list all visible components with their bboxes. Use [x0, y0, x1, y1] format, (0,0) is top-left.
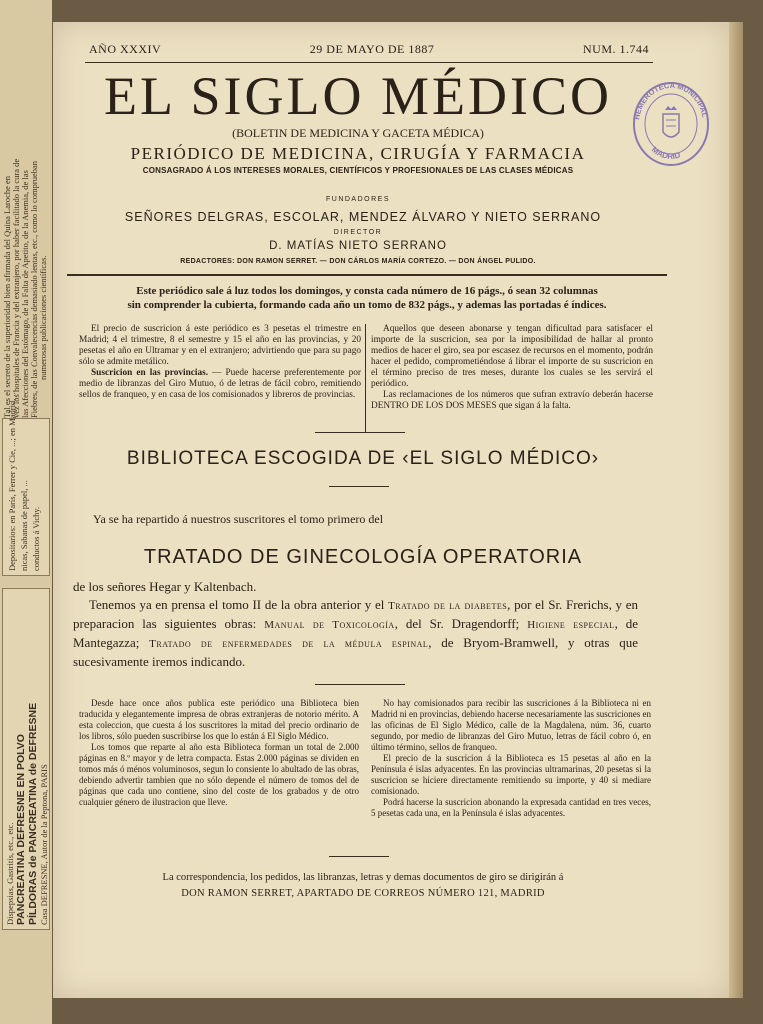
book-title: TRATADO DE GINECOLOGÍA OPERATORIA [143, 546, 583, 568]
spine-ad-box-2 [2, 588, 50, 930]
section-rule-lower [315, 684, 405, 685]
publication-notice [67, 284, 667, 312]
newspaper-title: EL SIGLO MÉDICO [104, 66, 612, 126]
spine-text-3: las Afecciones del Estómago, de la Falta de Apetito, de la Anemia, de las [20, 170, 30, 418]
deferred-payment-paragraph: Aquellos que deseen abonarse y tengan dificultad para satisfacer el importe de la suscricion, sea por la imposibilidad de hallar al pronto medios de hacer el giro, sea por escasez de recursos en el momento, podrán hacer el pedido, comprometiéndose á librar el importe de su suscricion en el término preciso de tres meses, durante los cuales se les servirá el periódico. [371, 324, 653, 389]
library-info-right-column [371, 698, 651, 819]
subscription-right-column [371, 324, 653, 412]
library-intro-paragraph: Desde hace once años publica este periódico una Biblioteca bien traducida y elegantemente impresa de obras extranjeras de notorio mérito. A esta coleccion, que cuesta á los suscritores la mitad del precio ordinario de los libros, sólo pueden suscribirse los que lo están á El Siglo Médico. [79, 698, 359, 741]
subscription-price-paragraph: El precio de suscricion á este periódico es 3 pesetas el trimestre en Madrid; 4 el trimestre, 8 el semestre y 15 el año en las provincias, y 20 pesetas el año en Ultramar y en el extranjero; advirtiendo que para su pago sólo se admite metálico. [79, 324, 361, 367]
work-medula: Tratado de enfermedades de la médula espinal [149, 638, 429, 650]
spine-low-text-2: Dispepsias, Gastritis, etc., etc. [5, 822, 15, 925]
spine-text-5: numerosas publicaciones científicas. [38, 255, 48, 380]
upcoming-text-3: , del Sr. Dragendorff; [394, 616, 528, 631]
work-diabetes: Tratado de la diabetes [388, 600, 508, 612]
dedication-line: CONSAGRADO Á LOS INTERESES MORALES, CIENTÍFICOS Y PROFESIONALES DE LAS CLASES MÉDICAS [142, 166, 574, 175]
library-stamp-seal [631, 80, 711, 168]
editors-line: REDACTORES: DON RAMON SERRET. — DON CÁRLOS MARÍA CORTEZO. — DON ÁNGEL PULIDO. [180, 258, 536, 265]
library-volumes-paragraph: Los tomos que reparte al año esta Biblioteca forman un total de 2.000 páginas en 8.º mayor y de letra compacta. Estas 2.000 páginas se dividen en tomos más ó ménos voluminosos, segun lo consiente lo abultado de las obras, debiendo advertir tambien que no sólo depende el número de tomos del de páginas que cada uno contiene, sino del coste de los grabados y de otro cualquier género de ilustracion que lleve. [79, 742, 359, 807]
correspondence-address: DON RAMON SERRET, APARTADO DE CORREOS NÚMERO 121, MADRID [181, 888, 545, 899]
work-higiene: Higiene especial [527, 619, 615, 631]
spine-low-bold-1: PANCREATINA DEFRESNE EN POLVO [15, 734, 27, 925]
director-name: D. MATÍAS NIETO SERRANO [269, 240, 447, 252]
provinces-paragraph: — Puede hacerse preferentemente por medio de libranzas del Giro Mutuo, ó de letras de fácil cobro, remitiendo sellos de franqueo, y en casa de los comisionados y libreros de provincias. [79, 368, 361, 400]
biblioteca-intro: Ya se ha repartido á nuestros suscritores el tomo primero del [93, 512, 384, 526]
spine-mid-text-2: nicas, Sabanas de papel, ... [19, 480, 29, 571]
claims-paragraph: Las reclamaciones de los números que sufran extravío deberán hacerse DENTRO DE LOS DOS MESES que sigan á la falta. [371, 390, 653, 411]
upcoming-works-paragraph [73, 596, 638, 671]
provinces-heading: Suscricion en las provincias. [91, 368, 209, 378]
founders-label: FUNDADORES [325, 196, 390, 203]
spine-text-4: Fiebres, de las Convalecencias demasiado lentas, etc., como lo comprueban [29, 160, 39, 418]
issue-year: AÑO XXXIV [89, 42, 162, 56]
founders-names: SEÑORES DELGRAS, ESCOLAR, MENDEZ ÁLVARO Y NIETO SERRANO [124, 210, 602, 224]
issue-date: 29 DE MAYO DE 1887 [309, 42, 435, 56]
library-price-paragraph: El precio de la suscricion á la Biblioteca es 15 pesetas al año en la Península é islas adyacentes. En las provincias ultramarinas, 20 pesetas si la suscricion se hiciere directamente remitiendo su importe, y 40 si mediare comisionado. [371, 753, 651, 796]
subscription-left-column [79, 324, 361, 401]
spine-mid-text-1: Depositarios: en París, Ferrer y Cie, ...; en Madrid, ... [7, 390, 17, 571]
issue-number: NUM. 1.744 [582, 42, 649, 56]
library-info-left-column [79, 698, 359, 808]
upcoming-text-4: , de Mantegazza; [73, 616, 638, 650]
periodical-description: PERIÓDICO DE MEDICINA, CIRUGÍA Y FARMACIA [130, 144, 586, 163]
biblioteca-heading: BIBLIOTECA ESCOGIDA DE ‹EL SIGLO MÉDICO› [126, 448, 600, 469]
library-no-agents-paragraph: No hay comisionados para recibir las suscriciones á la Biblioteca ni en Madrid ni en provincias, debiendo hacerse necesariamente las suscriciones en las oficinas de El Siglo Médico, calle de la Magdalena, núm. 36, cuarto segundo, por medio de libranzas del Giro Mutuo, letras de fácil cobro ó, en último término, sellos de franqueo. [371, 698, 651, 752]
spine-text-1: Tal es el secreto de la superioridad bien afirmada del Quina Laroche en [2, 175, 12, 418]
upcoming-text-1: Tenemos ya en prensa el tomo II de la obra anterior y el [89, 597, 389, 612]
masthead-rule [85, 62, 653, 63]
spine-low-bold-2: PÍLDORAS de PANCREATINA de DEFRESNE [27, 702, 39, 925]
spine-ad-box-1 [2, 390, 50, 576]
upcoming-text-5: , de Bryom-Bramwell, y otras que sucesivamente iremos indicando. [73, 635, 639, 669]
spine-low-text-1: Casa DEFRESNE, Autor de la Peptona, PARIS [39, 764, 49, 925]
header-rule [67, 274, 667, 276]
svg-text:HEMEROTECA MUNICIPAL: HEMEROTECA MUNICIPAL [632, 80, 710, 121]
column-divider [365, 324, 366, 432]
section-rule-small [329, 486, 389, 487]
svg-text:MADRID: MADRID [649, 144, 682, 161]
newspaper-subtitle: (BOLETIN DE MEDICINA Y GACETA MÉDICA) [232, 126, 484, 140]
correspondence-line: La correspondencia, los pedidos, las libranzas, letras y demas documentos de giro se dirigirán á [162, 872, 564, 883]
section-rule-short [315, 432, 405, 433]
biblioteca-body [73, 578, 638, 671]
footer-rule [329, 856, 389, 857]
notice-line-2: sin comprender la cubierta, formando cada año un tomo de 832 págs., y ademas las portadas é índices. [127, 299, 607, 311]
page-edge [729, 22, 743, 998]
director-label: DIRECTOR [333, 229, 383, 236]
work-toxicologia: Manual de Toxicología [264, 619, 395, 631]
spine-text-2: vez los hospitales de Francia y del extranjero, por haber facilitado la cura de [11, 158, 21, 418]
spine-adjacent-page [0, 0, 52, 1024]
newspaper-page [53, 22, 729, 998]
upcoming-text-2: , por el Sr. Frerichs, y en preparacion las siguientes obras: [73, 597, 639, 631]
book-authors: de los señores Hegar y Kaltenbach. [73, 579, 257, 594]
spine-mid-text-3: conductos á Vichy. [31, 506, 41, 571]
notice-line-1: Este periódico sale á luz todos los domingos, y consta cada número de 16 págs., ó sean 32 columnas [136, 285, 598, 297]
masthead-top-line [89, 42, 649, 57]
library-installments-paragraph: Podrá hacerse la suscricion abonando la expresada cantidad en tres veces, 5 pesetas cada una, en la Península é islas adyacentes. [371, 797, 651, 818]
